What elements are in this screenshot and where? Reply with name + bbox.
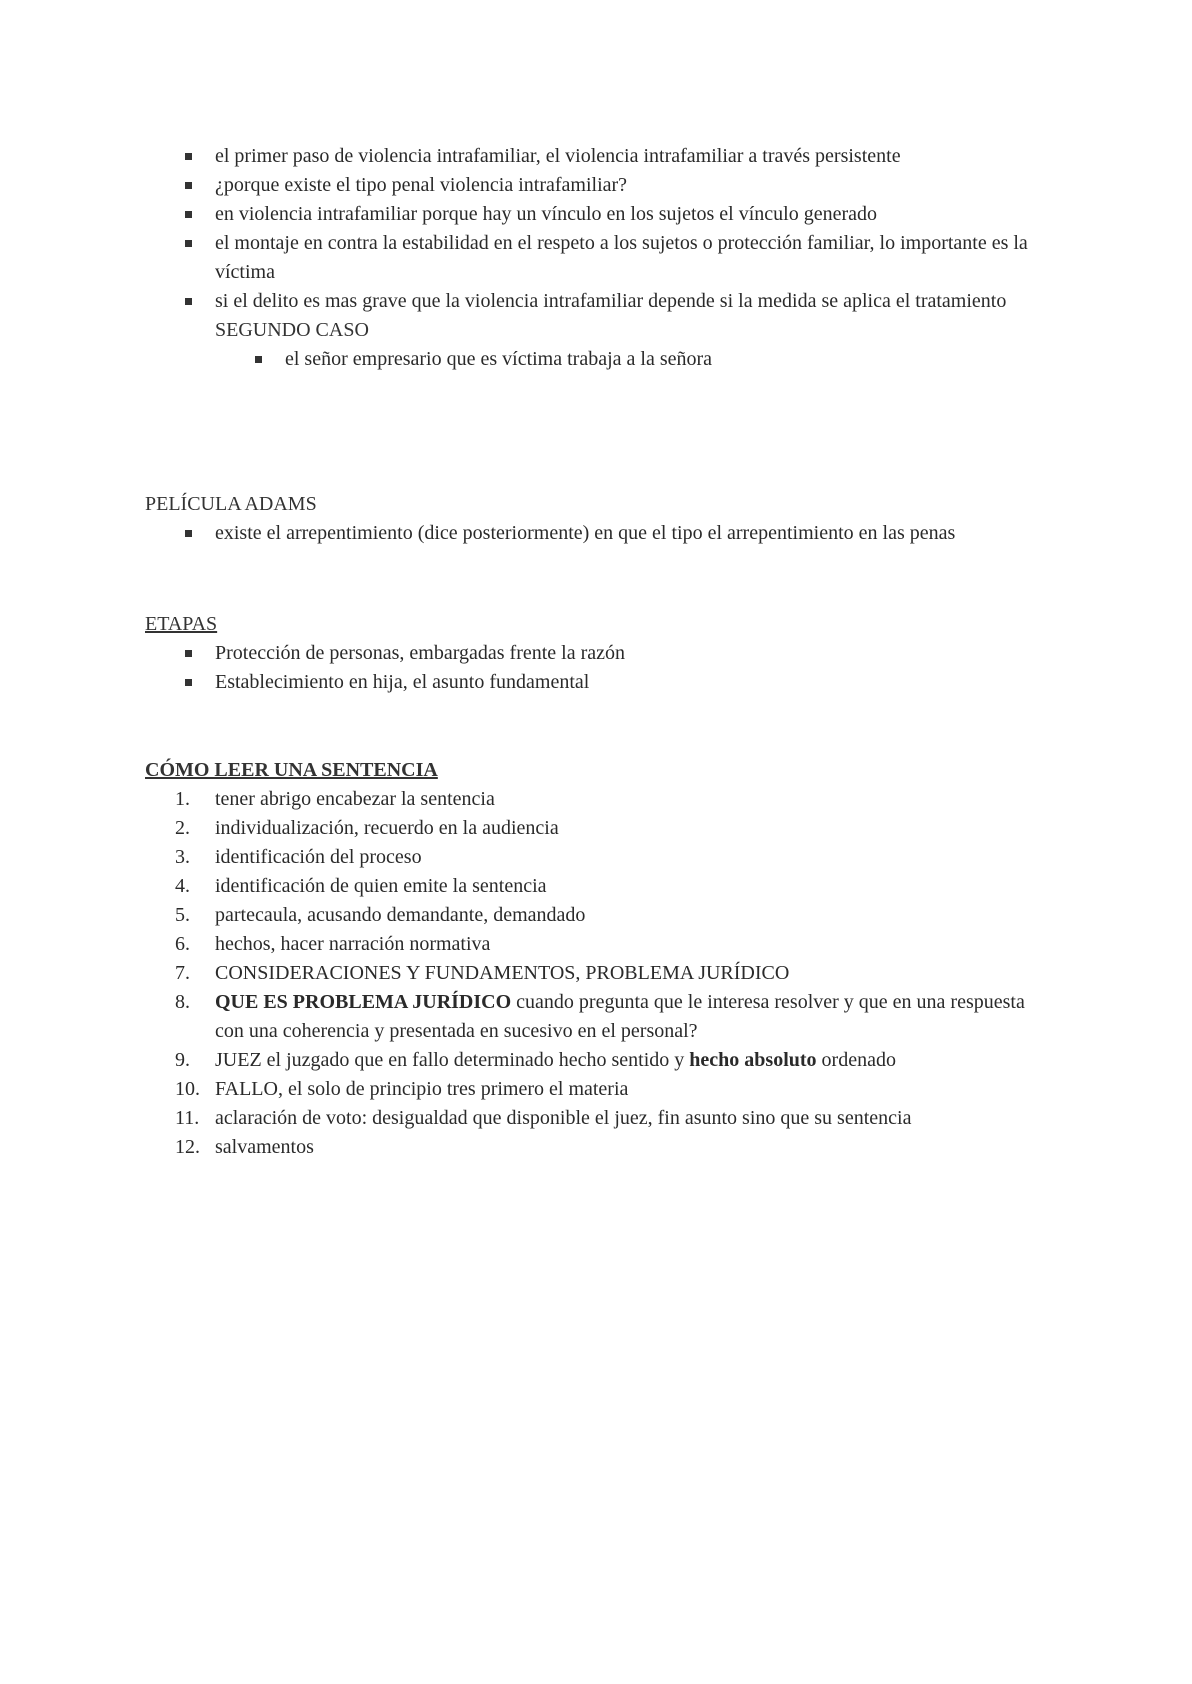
section-como-leer-sentencia bbox=[145, 756, 1055, 1162]
item-text: aclaración de voto: desigualdad que disponible el juez, fin asunto sino que su sentencia bbox=[215, 1107, 912, 1129]
list-item bbox=[145, 988, 1055, 1046]
item-text: individualización, recuerdo en la audiencia bbox=[215, 817, 559, 839]
item-number: 4. bbox=[175, 875, 190, 897]
bullet-list bbox=[145, 519, 1055, 548]
list-item: el montaje en contra la estabilidad en el respeto a los sujetos o protección familiar, lo importante es la víctima bbox=[145, 229, 1055, 287]
list-item bbox=[145, 1133, 1055, 1162]
item-text: ordenado bbox=[816, 1049, 896, 1071]
item-text: salvamentos bbox=[215, 1136, 314, 1158]
item-bold-text: hecho absoluto bbox=[689, 1049, 817, 1071]
item-text: cuando pregunta que le interesa resolver y que en una respuesta con una coherencia y presentada en sucesivo en el personal? bbox=[215, 991, 1025, 1042]
item-bold-text: QUE ES PROBLEMA JURÍDICO bbox=[215, 991, 512, 1013]
list-item bbox=[145, 959, 1055, 988]
item-number: 9. bbox=[175, 1049, 190, 1071]
list-item bbox=[145, 785, 1055, 814]
nested-bullet-list bbox=[145, 345, 1055, 374]
item-text: identificación del proceso bbox=[215, 846, 422, 868]
list-item: el primer paso de violencia intrafamiliar, el violencia intrafamiliar a través persistente bbox=[145, 142, 1055, 171]
item-number: 1. bbox=[175, 788, 190, 810]
bullet-list bbox=[145, 142, 1055, 316]
list-item bbox=[145, 872, 1055, 901]
list-item bbox=[145, 1046, 1055, 1075]
list-item: en violencia intrafamiliar porque hay un vínculo en los sujetos el vínculo generado bbox=[145, 200, 1055, 229]
heading-como-leer: CÓMO LEER UNA SENTENCIA bbox=[145, 759, 438, 781]
numbered-list bbox=[145, 785, 1055, 1162]
item-text: FALLO, el solo de principio tres primero el materia bbox=[215, 1078, 629, 1100]
list-item: si el delito es mas grave que la violencia intrafamiliar depende si la medida se aplica el tratamiento bbox=[145, 287, 1055, 316]
item-text: partecaula, acusando demandante, demandado bbox=[215, 904, 586, 926]
bullet-list bbox=[145, 639, 1055, 697]
item-text: CONSIDERACIONES Y FUNDAMENTOS, PROBLEMA JURÍDICO bbox=[215, 962, 790, 984]
list-item: existe el arrepentimiento (dice posteriormente) en que el tipo el arrepentimiento en las penas bbox=[145, 519, 1055, 548]
heading-etapas: ETAPAS bbox=[145, 613, 218, 635]
list-item bbox=[145, 1104, 1055, 1133]
list-item: Establecimiento en hija, el asunto fundamental bbox=[145, 668, 1055, 697]
list-item bbox=[145, 901, 1055, 930]
item-number: 10. bbox=[175, 1078, 200, 1100]
section-etapas bbox=[145, 610, 1055, 697]
heading-pelicula: PELÍCULA ADAMS bbox=[145, 493, 317, 515]
item-number: 8. bbox=[175, 991, 190, 1013]
list-item: ¿porque existe el tipo penal violencia intrafamiliar? bbox=[145, 171, 1055, 200]
section-pelicula bbox=[145, 490, 1055, 548]
list-item: Protección de personas, embargadas frente la razón bbox=[145, 639, 1055, 668]
item-text: hechos, hacer narración normativa bbox=[215, 933, 491, 955]
item-number: 7. bbox=[175, 962, 190, 984]
subheading-segundo-caso: SEGUNDO CASO bbox=[215, 319, 369, 341]
item-number: 6. bbox=[175, 933, 190, 955]
list-item bbox=[145, 814, 1055, 843]
item-text: JUEZ el juzgado que en fallo determinado hecho sentido y bbox=[215, 1049, 685, 1071]
list-item: el señor empresario que es víctima trabaja a la señora bbox=[145, 345, 1055, 374]
section-violencia-intrafamiliar bbox=[145, 142, 1055, 374]
item-number: 3. bbox=[175, 846, 190, 868]
item-text: identificación de quien emite la sentencia bbox=[215, 875, 547, 897]
item-number: 5. bbox=[175, 904, 190, 926]
item-number: 12. bbox=[175, 1136, 200, 1158]
item-text: tener abrigo encabezar la sentencia bbox=[215, 788, 495, 810]
item-number: 11. bbox=[175, 1107, 200, 1129]
list-item bbox=[145, 1075, 1055, 1104]
list-item bbox=[145, 843, 1055, 872]
item-number: 2. bbox=[175, 817, 190, 839]
list-item bbox=[145, 930, 1055, 959]
